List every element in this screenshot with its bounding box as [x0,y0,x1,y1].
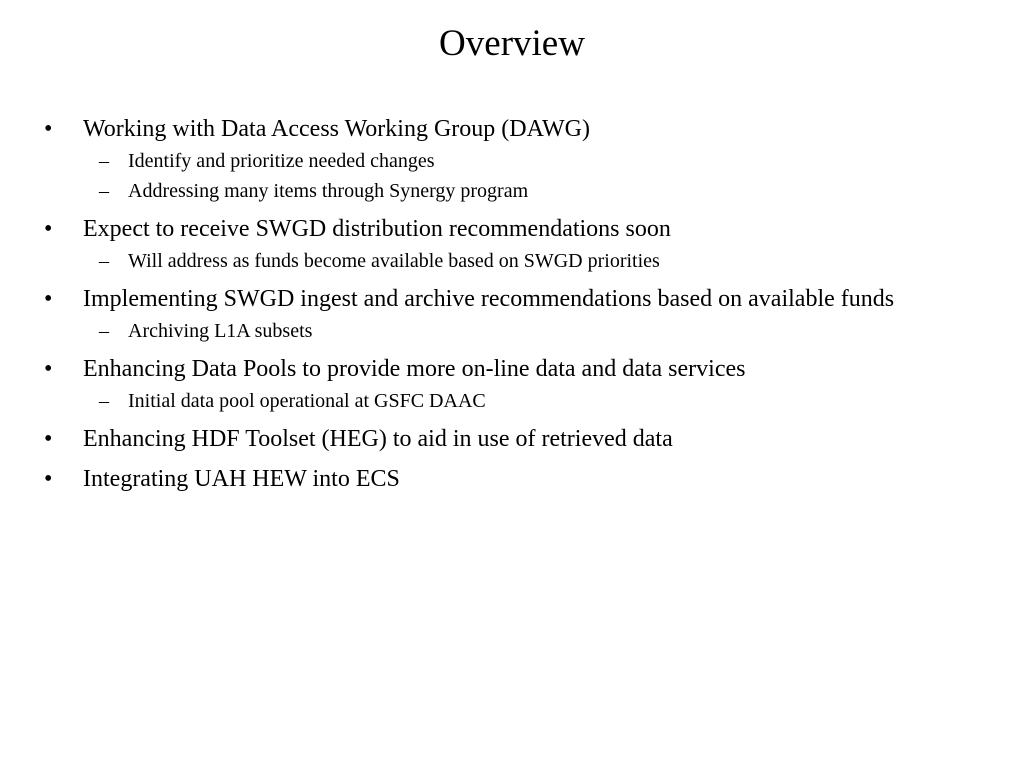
bullet-icon: • [44,286,53,312]
bullet-item [44,112,994,206]
sub-text: Addressing many items through Synergy program [128,180,529,202]
sub-item [83,146,994,176]
sub-item [83,386,994,416]
sub-list [83,246,994,276]
dash-icon: – [99,320,109,342]
bullet-list [44,112,994,502]
bullet-text: Integrating UAH HEW into ECS [83,466,400,492]
sub-item [83,246,994,276]
sub-text: Initial data pool operational at GSFC DAAC [128,390,486,412]
sub-item [83,316,994,346]
bullet-icon: • [44,356,53,382]
slide-title: Overview [439,23,585,64]
bullet-text: Working with Data Access Working Group (DAWG) [83,116,590,142]
bullet-icon: • [44,426,53,452]
bullet-text: Implementing SWGD ingest and archive recommendations based on available funds [83,286,895,312]
bullet-icon: • [44,216,53,242]
bullet-item [44,422,994,456]
bullet-icon: • [44,466,53,492]
bullet-text: Enhancing HDF Toolset (HEG) to aid in use of retrieved data [83,426,673,452]
dash-icon: – [99,150,109,172]
dash-icon: – [99,250,109,272]
bullet-item [44,282,994,346]
sub-item [83,176,994,206]
bullet-item [44,352,994,416]
sub-list [83,386,994,416]
sub-list [83,146,994,206]
sub-text: Archiving L1A subsets [128,320,313,342]
dash-icon: – [99,390,109,412]
sub-list [83,316,994,346]
dash-icon: – [99,180,109,202]
bullet-text: Enhancing Data Pools to provide more on-line data and data services [83,356,746,382]
bullet-icon: • [44,116,53,142]
bullet-text: Expect to receive SWGD distribution recommendations soon [83,216,671,242]
bullet-item [44,212,994,276]
bullet-item [44,462,994,496]
sub-text: Will address as funds become available based on SWGD priorities [128,250,660,272]
sub-text: Identify and prioritize needed changes [128,150,435,172]
